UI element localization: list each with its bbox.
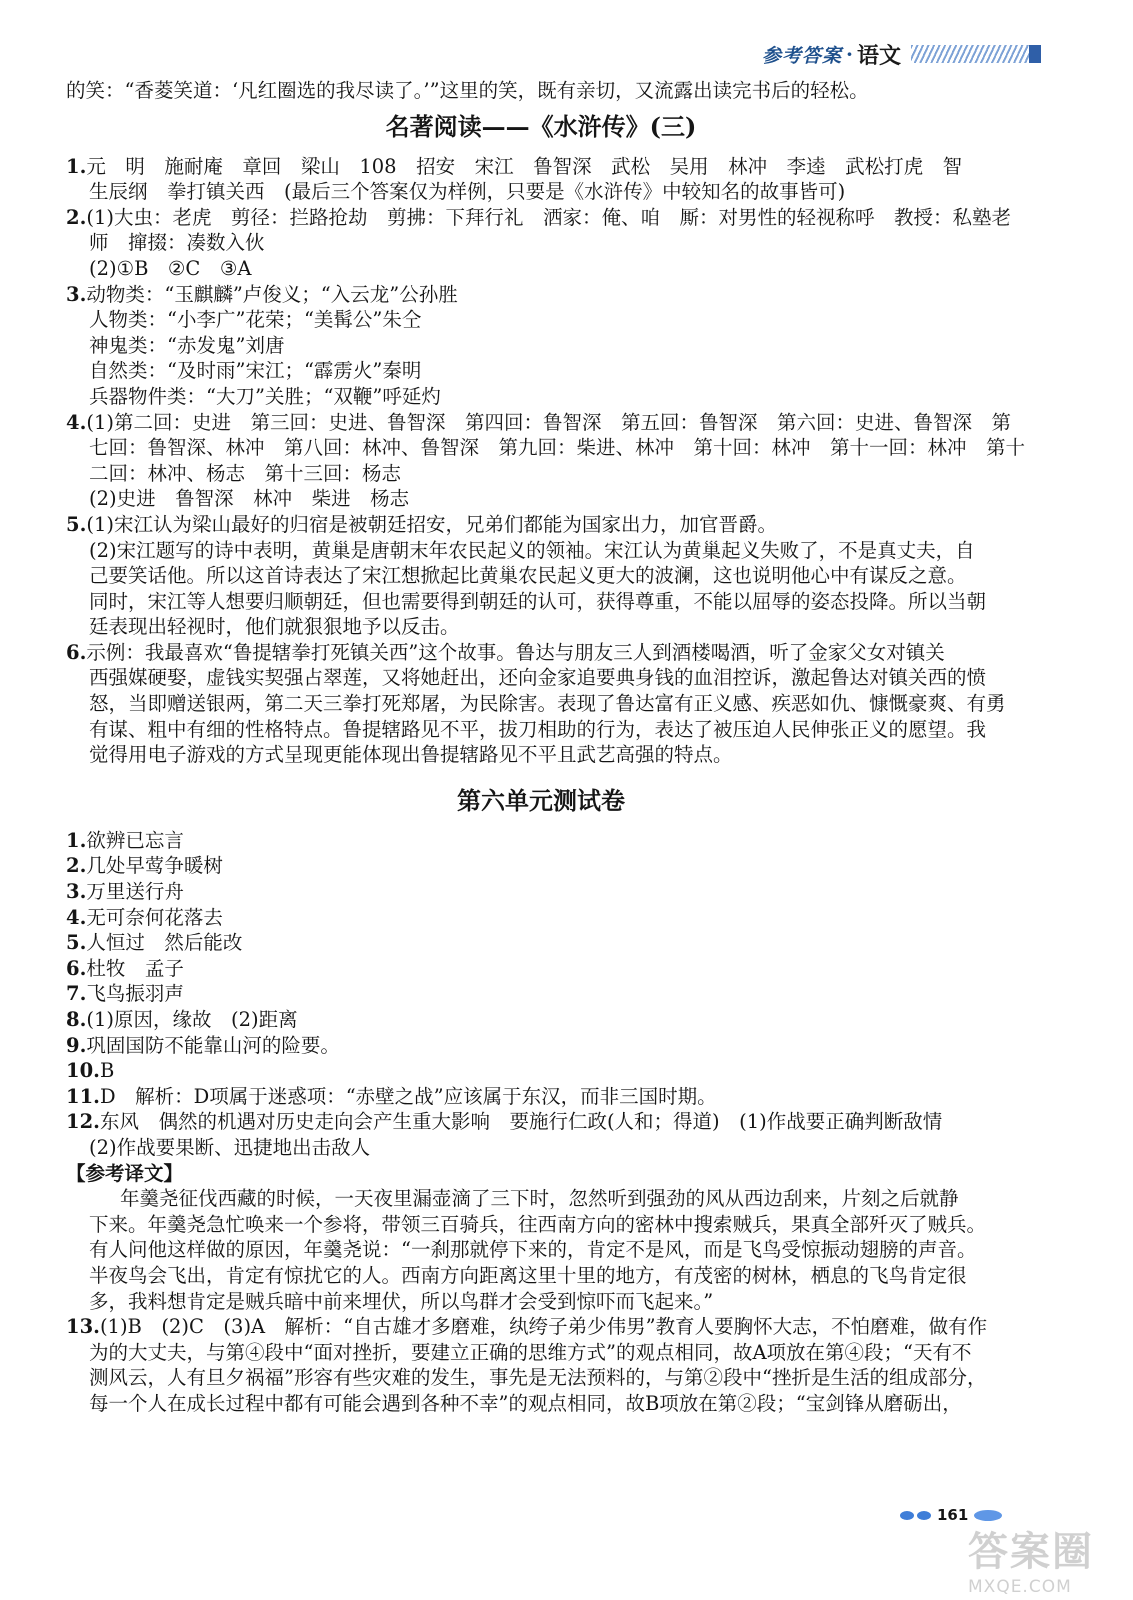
- answer-text: B: [99, 1059, 115, 1083]
- translation-line: [66, 1237, 1016, 1263]
- answer-text: 七回：鲁智深、林冲 第八回：林冲、鲁智深 第九回：柴进、林冲 第十回：林冲 第十一回：林冲 第十: [89, 436, 1026, 460]
- answer-text: 兵器物件类：“大刀”关胜；“双鞭”呼延灼: [89, 384, 441, 408]
- footer-dots-icon: [900, 1511, 931, 1520]
- header-separator: ·: [846, 42, 853, 66]
- question-number: 4.: [66, 905, 87, 929]
- answer-text: 自然类：“及时雨”宋江；“霹雳火”秦明: [89, 359, 422, 383]
- reference-translation: [66, 1186, 1016, 1314]
- watermark-logo: [968, 1520, 1118, 1597]
- page-number: 161: [937, 1506, 969, 1524]
- answer-line: [66, 307, 1016, 333]
- answer-text: 人物类：“小李广”花荣；“美髯公”朱仝: [89, 308, 422, 332]
- answer-text: 怒，当即赠送银两，第二天三拳打死郑屠，为民除害。表现了鲁达富有正义感、疾恶如仇、慷慨豪爽、有勇: [89, 692, 1006, 716]
- answer-line: [66, 742, 1016, 768]
- answer-content: [66, 78, 1026, 1417]
- question-number: 5.: [66, 931, 87, 955]
- answer-line: [66, 1391, 1016, 1417]
- answer-text: 杜牧 孟子: [86, 956, 184, 980]
- question-number: 10.: [66, 1059, 100, 1083]
- answer-line: [66, 717, 1016, 743]
- answer-text: 多，我料想肯定是贼兵暗中前来埋伏，所以鸟群才会受到惊吓而飞起来。”: [89, 1289, 714, 1313]
- answer-text: D 解析：D项属于迷惑项：“赤壁之战”应该属于东汉，而非三国时期。: [99, 1084, 717, 1108]
- answer-text: 神鬼类：“赤发鬼”刘唐: [89, 333, 285, 357]
- section-title-shuihu: 名著阅读——《水浒传》(三): [385, 111, 697, 141]
- answer-line: [66, 640, 1016, 666]
- answer-line: [66, 853, 1016, 879]
- answer-line: [66, 614, 1016, 640]
- question-number: 12.: [66, 1110, 100, 1134]
- answer-text: 师 撺掇：凑数入伙: [89, 231, 265, 255]
- answer-text: 东风 偶然的机遇对历史走向会产生重大影响 要施行仁政(人和；得道) (1)作战要正确判断敌情: [99, 1110, 943, 1134]
- section-unit-test-answers-cont: [66, 1314, 1016, 1416]
- header-subject: 语文: [856, 42, 901, 69]
- answer-line: [66, 410, 1016, 436]
- answer-text: (1)B (2)C (3)A 解析：“自古雄才多磨难，纨绔子弟少伟男”教育人要胸怀大志，不怕磨难，做有作: [99, 1315, 988, 1339]
- translation-line: [66, 1263, 1016, 1289]
- answer-line: [66, 205, 1016, 231]
- answer-line: [66, 1109, 1016, 1135]
- footer-oval-icon: [974, 1510, 1002, 1521]
- question-number: 7.: [66, 982, 87, 1006]
- answer-line: [66, 981, 1016, 1007]
- header-decoration: [911, 45, 1041, 63]
- question-number: 11.: [66, 1084, 100, 1108]
- question-number: 13.: [66, 1315, 100, 1339]
- answer-line: [66, 1340, 1016, 1366]
- answer-text: 己要笑话他。所以这首诗表达了宋江想掀起比黄巢农民起义更大的波澜，这也说明他心中有谋反之意。: [89, 564, 967, 588]
- answer-line: [66, 879, 1016, 905]
- question-number: 2.: [66, 205, 87, 229]
- answer-text: 为的大丈夫，与第④段中“面对挫折，要建立正确的思维方式”的观点相同，故A项放在第④段；“天有不: [89, 1340, 972, 1364]
- answer-text: 欲辨已忘言: [86, 828, 184, 852]
- answer-text: 无可奈何花落去: [86, 905, 223, 929]
- translation-line: [66, 1212, 1016, 1238]
- answer-text: 示例：我最喜欢“鲁提辖拳打死镇关西”这个故事。鲁达与朋友三人到酒楼喝酒，听了金家父女对镇关: [86, 640, 945, 664]
- answer-text: 有谋、粗中有细的性格特点。鲁提辖路见不平，拔刀相助的行为，表达了被压迫人民伸张正义的愿望。我: [89, 717, 987, 741]
- answer-line: [66, 512, 1016, 538]
- question-number: 2.: [66, 854, 87, 878]
- answer-line: [66, 333, 1016, 359]
- page-header: [762, 40, 1041, 68]
- watermark-main: 答案圈: [968, 1529, 1094, 1575]
- answer-text: 廷表现出轻视时，他们就狠狠地予以反击。: [89, 615, 460, 639]
- answer-line: [66, 1365, 1016, 1391]
- answer-line: [66, 1033, 1016, 1059]
- answer-text: (1)原因，缘故 (2)距离: [86, 1008, 298, 1031]
- reference-translation-title: 【参考译文】: [66, 1161, 184, 1185]
- answer-text: 万里送行舟: [86, 880, 184, 904]
- answer-text: (2)宋江题写的诗中表明，黄巢是唐朝末年农民起义的领袖。宋江认为黄巢起义失败了，不是真丈夫，自: [89, 538, 975, 562]
- translation-line: [66, 1289, 1016, 1315]
- question-number: 1.: [66, 154, 87, 178]
- answer-line: [66, 538, 1016, 564]
- answer-line: [66, 1058, 1016, 1084]
- answer-text: 飞鸟振羽声: [86, 982, 184, 1006]
- answer-text: 每一个人在成长过程中都有可能会遇到各种不幸”的观点相同，故B项放在第②段；“宝剑锋从磨砺出，: [89, 1391, 962, 1415]
- section-title-unit-test: 第六单元测试卷: [457, 785, 625, 815]
- question-number: 5.: [66, 512, 87, 536]
- answer-text: (1)大虫：老虎 剪径：拦路抢劫 剪拂：下拜行礼 洒家：俺、咱 厮：对男性的轻视称呼 教授：私塾老: [86, 205, 1011, 229]
- answer-line: [66, 563, 1016, 589]
- answer-line: [66, 486, 1016, 512]
- answer-text: 年羹尧征伐西藏的时候，一天夜里漏壶滴了三下时，忽然听到强劲的风从西边刮来，片刻之后就静: [120, 1187, 959, 1211]
- answer-text: 有人问他这样做的原因，年羹尧说：“一刹那就停下来的，肯定不是风，而是飞鸟受惊振动翅膀的声音。: [89, 1238, 977, 1262]
- question-number: 3.: [66, 880, 87, 904]
- answer-line: [66, 384, 1016, 410]
- answer-text: 动物类：“玉麒麟”卢俊义；“入云龙”公孙胜: [86, 282, 458, 306]
- question-number: 4.: [66, 410, 87, 434]
- answer-text: 半夜鸟会飞出，肯定有惊扰它的人。西南方向距离这里十里的地方，有茂密的树林，栖息的飞鸟肯定很: [89, 1263, 967, 1287]
- question-number: 6.: [66, 956, 87, 980]
- answer-line: [66, 179, 1016, 205]
- answer-line: [66, 1135, 1016, 1161]
- question-number: 8.: [66, 1008, 87, 1031]
- answer-text: 西强媒硬娶，虚钱实契强占翠莲，又将她赶出，还向金家追要典身钱的血泪控诉，激起鲁达对镇关西的愤: [89, 666, 987, 690]
- answer-text: 下来。年羹尧急忙唤来一个参将，带领三百骑兵，往西南方向的密林中搜索贼兵，果真全部歼灭了贼兵。: [89, 1212, 987, 1236]
- answer-line: [66, 358, 1016, 384]
- answer-line: [66, 154, 1016, 180]
- answer-line: [66, 828, 1016, 854]
- answer-line: [66, 461, 1016, 487]
- answer-line: [66, 230, 1016, 256]
- translation-line: [66, 1186, 1016, 1212]
- answer-text: (1)宋江认为梁山最好的归宿是被朝廷招安，兄弟们都能为国家出力，加官晋爵。: [86, 512, 777, 536]
- answer-line: [66, 930, 1016, 956]
- answer-text: (2)史进 鲁智深 林冲 柴进 杨志: [89, 487, 410, 511]
- answer-line: [66, 905, 1016, 931]
- answer-text: 觉得用电子游戏的方式呈现更能体现出鲁提辖路见不平且武艺高强的特点。: [89, 743, 733, 767]
- section-shuihu-answers: [66, 154, 1026, 768]
- answer-text: (2)作战要果断、迅捷地出击敌人: [89, 1135, 371, 1159]
- answer-text: (1)第二回：史进 第三回：史进、鲁智深 第四回：鲁智深 第五回：鲁智深 第六回：史进、鲁智深 第: [86, 410, 1011, 434]
- answer-line: [66, 956, 1016, 982]
- intro-line: 的笑：“香菱笑道：‘凡红圈选的我尽读了。’”这里的笑，既有亲切，又流露出读完书后的轻松。: [66, 79, 869, 102]
- answer-text: 二回：林冲、杨志 第十三回：杨志: [89, 461, 402, 485]
- answer-text: (2)①B ②C ③A: [89, 256, 252, 280]
- answer-text: 巩固国防不能靠山河的险要。: [86, 1033, 340, 1057]
- answer-line: [66, 282, 1016, 308]
- answer-line: [66, 1084, 1016, 1110]
- answer-text: 同时，宋江等人想要归顺朝廷，但也需要得到朝廷的认可，获得尊重，不能以屈辱的姿态投降。所以当朝: [89, 589, 987, 613]
- answer-line: [66, 256, 1016, 282]
- answer-text: 测风云，人有旦夕祸福”形容有些灾难的发生，事先是无法预料的，与第②段中“挫折是生活的组成部分，: [89, 1366, 987, 1390]
- question-number: 6.: [66, 640, 87, 664]
- question-number: 9.: [66, 1033, 87, 1057]
- answer-line: [66, 665, 1016, 691]
- answer-line: [66, 1314, 1016, 1340]
- answer-line: [66, 1007, 1016, 1033]
- question-number: 3.: [66, 282, 87, 306]
- header-brand: 参考答案: [762, 44, 843, 67]
- answer-text: 元 明 施耐庵 章回 梁山 108 招安 宋江 鲁智深 武松 吴用 林冲 李逵 武松打虎 智: [86, 154, 963, 178]
- answer-line: [66, 589, 1016, 615]
- section-unit-test-answers: [66, 828, 1016, 1161]
- question-number: 1.: [66, 828, 87, 852]
- answer-line: [66, 691, 1016, 717]
- answer-line: [66, 435, 1026, 461]
- answer-text: 几处早莺争暖树: [86, 854, 223, 878]
- watermark-sub: MXQE.COM: [968, 1577, 1072, 1597]
- answer-text: 生辰纲 拳打镇关西 (最后三个答案仅为样例，只要是《水浒传》中较知名的故事皆可): [89, 180, 846, 204]
- answer-text: 人恒过 然后能改: [86, 931, 243, 955]
